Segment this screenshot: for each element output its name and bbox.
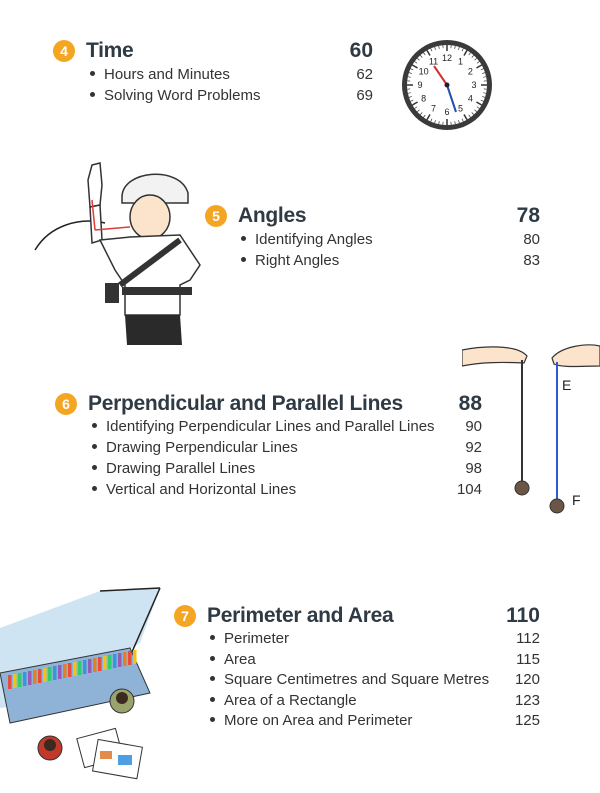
- pendulum-label-bottom: F: [572, 492, 581, 508]
- topic-item[interactable]: More on Area and Perimeter: [210, 712, 412, 729]
- bullet-icon: [210, 635, 215, 640]
- shelf-book: [118, 653, 122, 667]
- chapter-page: 110: [506, 604, 540, 627]
- pendulum-illustration: [462, 338, 600, 518]
- topic-page: 112: [516, 630, 540, 647]
- topic-page: 115: [516, 651, 540, 668]
- clock-numeral: 4: [467, 93, 473, 104]
- shelf-book: [58, 665, 62, 679]
- chapter-number-badge: 4: [53, 40, 75, 62]
- clock-illustration: [398, 36, 496, 134]
- topic-item[interactable]: Hours and Minutes: [90, 66, 230, 83]
- chapter-page: 78: [516, 204, 540, 227]
- pendulum-label-top: E: [562, 377, 572, 393]
- clock-numeral: 11: [428, 56, 439, 67]
- bullet-icon: [210, 697, 215, 702]
- shelf-book: [13, 674, 17, 688]
- shelf-book: [63, 664, 67, 678]
- shelf-book: [28, 671, 32, 685]
- bullet-icon: [241, 236, 246, 241]
- topic-page: 62: [356, 66, 373, 83]
- bullet-icon: [90, 92, 95, 97]
- topic-page: 98: [465, 460, 482, 477]
- topic-page: 80: [523, 231, 540, 248]
- shelf-book: [73, 662, 77, 676]
- bullet-icon: [92, 444, 97, 449]
- bullet-icon: [210, 676, 215, 681]
- topic-page: 90: [465, 418, 482, 435]
- chapter-title[interactable]: Time: [86, 39, 134, 62]
- chapter-number-badge: 6: [55, 393, 77, 415]
- shelf-book: [18, 673, 22, 687]
- chapter-title[interactable]: Angles: [238, 204, 307, 227]
- shelf-book: [113, 654, 117, 668]
- topic-item[interactable]: Perimeter: [210, 630, 289, 647]
- bullet-icon: [92, 486, 97, 491]
- clock-numeral: 2: [467, 66, 473, 77]
- topic-page: 92: [465, 439, 482, 456]
- shelf-book: [8, 675, 12, 689]
- shelf-book: [108, 655, 112, 669]
- topic-item[interactable]: Identifying Angles: [241, 231, 373, 248]
- clock-numeral: 6: [444, 107, 450, 117]
- topic-item[interactable]: Area: [210, 651, 256, 668]
- shelf-book: [68, 663, 72, 677]
- shelf-book: [38, 669, 42, 683]
- shelf-book: [98, 657, 102, 671]
- shelf-book: [48, 667, 52, 681]
- clock-numeral: 5: [457, 103, 464, 114]
- clock-numeral: 1: [457, 56, 464, 67]
- aerial-room-illustration: [0, 583, 190, 793]
- bullet-icon: [210, 717, 215, 722]
- chapter-page: 88: [458, 392, 482, 415]
- topic-item[interactable]: Area of a Rectangle: [210, 692, 357, 709]
- clock-numeral: 12: [441, 53, 453, 63]
- clock-numeral: 3: [471, 80, 477, 90]
- shelf-book: [93, 658, 97, 672]
- clock-numeral: 10: [418, 66, 429, 77]
- bullet-icon: [90, 71, 95, 76]
- topic-page: 123: [514, 692, 540, 709]
- topic-page: 104: [456, 481, 482, 498]
- bullet-icon: [92, 465, 97, 470]
- topic-page: 83: [523, 252, 540, 269]
- topic-item[interactable]: Square Centimetres and Square Metres: [210, 671, 489, 688]
- topic-item[interactable]: Drawing Perpendicular Lines: [92, 439, 298, 456]
- topic-item[interactable]: Identifying Perpendicular Lines and Parallel Lines: [92, 418, 435, 435]
- bullet-icon: [210, 656, 215, 661]
- topic-item[interactable]: Right Angles: [241, 252, 339, 269]
- shelf-book: [133, 650, 137, 664]
- shelf-book: [43, 668, 47, 682]
- shelf-book: [103, 656, 107, 670]
- topic-item[interactable]: Vertical and Horizontal Lines: [92, 481, 296, 498]
- shelf-book: [78, 661, 82, 675]
- bullet-icon: [92, 423, 97, 428]
- shelf-book: [128, 651, 132, 665]
- chapter-number-badge: 5: [205, 205, 227, 227]
- chapter-number-badge: 7: [174, 605, 196, 627]
- topic-page: 125: [514, 712, 540, 729]
- clock-numeral: 8: [421, 93, 427, 104]
- shelf-book: [88, 659, 92, 673]
- shelf-book: [123, 652, 127, 666]
- traffic-police-illustration: [30, 155, 210, 350]
- chapter-page: 60: [349, 39, 373, 62]
- clock-numeral: 7: [430, 103, 437, 114]
- shelf-book: [53, 666, 57, 680]
- topic-page: 120: [514, 671, 540, 688]
- chapter-title[interactable]: Perpendicular and Parallel Lines: [88, 392, 403, 415]
- chapter-title[interactable]: Perimeter and Area: [207, 604, 394, 627]
- shelf-book: [83, 660, 87, 674]
- topic-item[interactable]: Drawing Parallel Lines: [92, 460, 255, 477]
- topic-page: 69: [356, 87, 373, 104]
- clock-numeral: 9: [417, 80, 423, 90]
- shelf-book: [33, 670, 37, 684]
- bullet-icon: [241, 257, 246, 262]
- shelf-book: [23, 672, 27, 686]
- topic-item[interactable]: Solving Word Problems: [90, 87, 260, 104]
